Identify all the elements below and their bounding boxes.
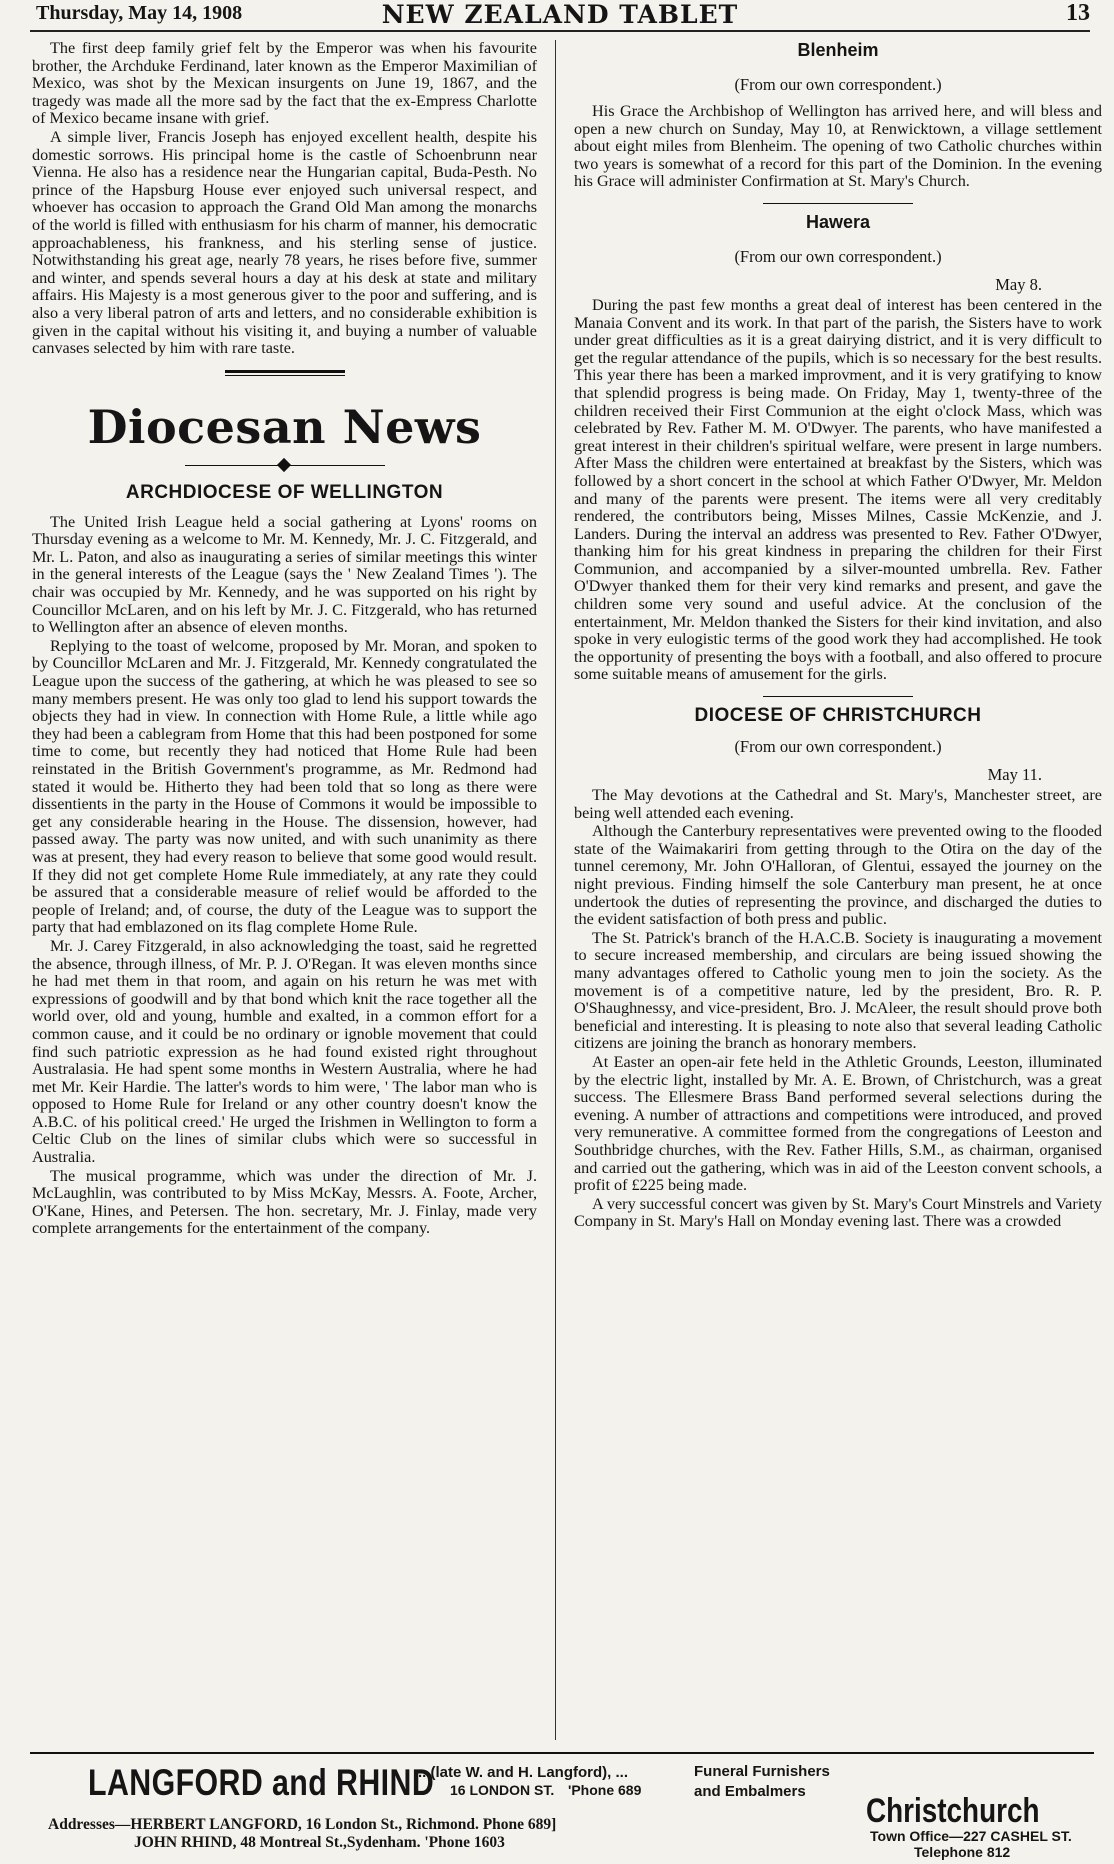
hawera-correspondent: (From our own correspondent.) — [734, 246, 942, 266]
wellington-paragraph-1: The United Irish League held a social gathering at Lyons' rooms on Thursday evening as a welcome to Mr. M. Kennedy, Mr. J. C. Fitzgerald, and Mr. L. Paton, and also as inaugurating a series of similar meetings this winter in the general interests of the League (says the ' New Zealand Times '). The chair was occupied by Mr. Kennedy, and he was supported on his right by Councillor McLaren, and on his left by Mr. J. C. Fitzgerald, who has returned to Wellington after an absence of eleven months. — [32, 512, 537, 637]
ad-former-name: ...(late W. and H. Langford), ... — [418, 1764, 628, 1781]
advertisement — [30, 1752, 1094, 1864]
christchurch-paragraph-2: Although the Canterbury representatives were prevented owing to the flooded state of the Waimakariri from getting through to the Otira on the day of the tunnel ceremony, Mr. John O'Halloran, of Glentui, essayed the journey on the night previous. Finding himself the sole Canterbury man present, he at once undertook the duties of representing the province, and discharged the duties to the evident satisfaction of both press and public. — [574, 822, 1102, 929]
right-column — [574, 40, 1102, 1735]
diocesan-news-title: Diocesan News — [87, 399, 482, 454]
ad-brand-name: LANGFORD and RHIND — [88, 1762, 435, 1803]
ad-address-langford: Addresses—HERBERT LANGFORD, 16 London St., Richmond. Phone 689] — [48, 1816, 557, 1833]
left-column — [32, 40, 537, 1735]
christchurch-paragraph-5: A very successful concert was given by St. Mary's Court Minstrels and Variety Company in St. Mary's Hall on Monday evening last. There was a crowded — [574, 1194, 1102, 1231]
hawera-heading: Hawera — [805, 211, 871, 232]
wellington-paragraph-3: Mr. J. Carey Fitzgerald, in also acknowledging the toast, said he regretted the absence, through illness, of Mr. P. J. O'Regan. It was eleven months since he had met them in that room, and again on his return he was met with expressions of goodwill and by that bond which knit the race together all the world over, old and young, humble and exalted, in a common effort for a common cause, and it could be no ordinary or ignoble movement that could find such patriotic expression as he had found existed right throughout Australasia. He had spent some months in Western Australia, where he had met Mr. Keir Hardie. The latter's words to him were, ' The labor man who is opposed to Home Rule for Ireland or any other country doesn't know the A.B.C. of his political creed.' He urged the Irishmen in Wellington to form a Celtic Club on the lines of similar clubs which were so successful in Australia. — [32, 936, 537, 1167]
section-rule — [763, 696, 913, 697]
column-divider — [555, 40, 556, 1740]
diamond-rule — [185, 460, 385, 472]
emperor-paragraph-2: A simple liver, Francis Joseph has enjoyed excellent health, despite his domestic sorrows. His principal home is the castle of Schoenbrunn near Vienna. He also has a residence near the Hungarian capital, Buda-Pesth. No prince of the Hapsburg House ever enjoyed such universal respect, and whoever has occasion to approach the Grand Old Man among the monarchs of the world is filled with enthusiasm for his charm of manner, his democratic approachableness, his frankness, and his sterling sense of justice. Notwithstanding his great age, nearly 78 years, he rises before five, summer and winter, and spends several hours a day at his desk at state and military affairs. His Majesty is a most generous giver to the poor and suffering, and is also a very liberal patron of arts and letters, and no considerable exhibition is given in the capital without his visiting it, and buying a number of valuable canvases selected by him with rare taste. — [32, 127, 537, 358]
ad-address-rhind: JOHN RHIND, 48 Montreal St.,Sydenham. 'Phone 1603 — [134, 1834, 505, 1851]
hawera-dateline: May 8. — [995, 274, 1042, 294]
ad-street: 16 LONDON ST. — [450, 1782, 555, 1798]
diamond-ornament — [276, 458, 290, 472]
wellington-heading: ARCHDIOCESE OF WELLINGTON — [125, 481, 444, 503]
christchurch-heading: DIOCESE OF CHRISTCHURCH — [694, 705, 982, 727]
blenheim-correspondent: (From our own correspondent.) — [734, 75, 942, 94]
blenheim-heading: Blenheim — [797, 40, 879, 60]
ad-phone: 'Phone 689 — [568, 1782, 642, 1798]
hawera-paragraph: During the past few months a great deal of interest has been centered in the Manaia Convent and its work. In that part of the parish, the Sisters have to work under great difficulties as it is a great dairying district, and it is very difficult to get the regular attendance of the pupils, which is so necessary for the best results. This year there has been a marked improvment, and it is very gratifying to know that splendid progress is being made. On Friday, May 1, twenty-three of the children received their First Communion at the eight o'clock Mass, which was celebrated by Rev. Father M. M. O'Dwyer. The parents, who have manifested a great interest in their children's spiritual welfare, were present in large numbers. After Mass the children were entertained at breakfast by the Sisters, which was followed by a short concert in the school at which Father O'Dwyer, Mr. Meldon and many of the parents were present. The items were all very creditably rendered, the contributors being, Misses Milnes, Cassie McKenzie, and J. Landers. During the interval an address was presented to Rev. Father O'Dwyer, thanking him for his great kindness in preparing the children for their First Communion, and accompanied by a silver-mounted umbrella. Rev. Father O'Dwyer thanked them for their very kind remarks and present, and gave the children some very sound and useful advice. At the conclusion of the entertainment, Mr. Meldon thanked the Sisters for their kind invitation, and also spoke in very eulogistic terms of the good work they had accomplished. He took the opportunity of presenting the boys with a football, and also offered to procure some suitable means of amusement for the girls. — [574, 295, 1102, 684]
christchurch-paragraph-1: The May devotions at the Cathedral and St. Mary's, Manchester street, are being well attended each evening. — [574, 786, 1102, 822]
page-number: 13 — [1066, 0, 1090, 26]
section-rule — [763, 203, 913, 204]
blenheim-paragraph: His Grace the Archbishop of Wellington has arrived here, and will bless and open a new church on Sunday, May 10, at Renwicktown, a village settlement about eight miles from Blenheim. The opening of two Catholic churches within two years is somewhat of a record for this part of the Dominion. In the evening his Grace will administer Confirmation at St. Mary's Church. — [574, 102, 1102, 191]
christchurch-correspondent: (From our own correspondent.) — [734, 737, 942, 757]
page-header — [30, 0, 1090, 32]
ad-town-office: Town Office—227 CASHEL ST. — [870, 1828, 1072, 1844]
issue-date: Thursday, May 14, 1908 — [36, 2, 243, 24]
ad-city: Christchurch — [866, 1792, 1040, 1830]
christchurch-paragraph-3: The St. Patrick's branch of the H.A.C.B. Society is inaugurating a movement to secure increased membership, and circulars are being issued showing the many advantages offered to Catholic young men to join the society. As the movement is of a competitive nature, led by the president, Bro. R. P. O'Shaughnessy, and vice-president, Bro. J. McAleer, the result should prove both beneficial and interesting. It is pleasing to note also that several leading Catholic citizens are joining the branch as honorary members. — [574, 928, 1102, 1053]
masthead-title: NEW ZEALAND TABLET — [381, 0, 739, 29]
wellington-paragraph-2: Replying to the toast of welcome, proposed by Mr. Moran, and spoken to by Councillor McLaren and Mr. J. Fitzgerald, Mr. Kennedy congratulated the League upon the success of the gathering, at which he was pleased to see so many members present. He was only too glad to lend his support towards the objects they had in view. In connection with Home Rule, a little while ago they had been a cablegram from Home that this had been postponed for some time to come, but recently they had noticed that Home Rule had been reinstated in the British Government's programme, as Mr. Redmond had stated it would be. Hitherto they had been told that so long as there were dissentients in the party in the House of Commons it would be impossible to get any considerable hearing in the House. The dissension, however, had passed away. The party was now united, and with such unanimity as there was at present, they had every reason to believe that some good would result. If they did not get complete Home Rule immediately, at any rate they could be assured that a considerable measure of relief would be afforded to the people of Ireland; and, of course, the duty of the League was to support the party that had emblazoned on its flag complete Home Rule. — [32, 636, 537, 937]
christchurch-paragraph-4: At Easter an open-air fete held in the Athletic Grounds, Leeston, illuminated by the electric light, installed by Mr. A. E. Brown, of Christchurch, was a great success. The Ellesmere Brass Band performed several selections during the evening. A number of attractions and competitions were introduced, and proved very remunerative. A committee formed from the congregations of Leeston and Southbridge churches, with the Rev. Father Hills, S.M., as chairman, organised and carried out the gathering, which was in aid of the Leeston convent schools, a profit of £225 being made. — [574, 1052, 1102, 1195]
christchurch-dateline: May 11. — [987, 765, 1042, 785]
emperor-paragraph-1: The first deep family grief felt by the Emperor was when his favourite brother, the Archduke Ferdinand, later known as the Emperor Maximilian of Mexico, was shot by the Mexican insurgents on June 19, 1867, and the tragedy was made all the more sad by the fact that the ex-Empress Charlotte of Mexico became insane with grief. — [32, 40, 537, 128]
section-rule — [225, 370, 345, 376]
wellington-paragraph-4: The musical programme, which was under the direction of Mr. J. McLaughlin, was contributed to by Miss McKay, Messrs. A. Foote, Archer, O'Kane, Hines, and Petersen. The hon. secretary, Mr. J. Finlay, made very complete arrangements for the entertainment of the company. — [32, 1166, 537, 1238]
ad-telephone: Telephone 812 — [914, 1844, 1011, 1860]
ad-services: Funeral Furnishers and Embalmers — [694, 1763, 830, 1800]
